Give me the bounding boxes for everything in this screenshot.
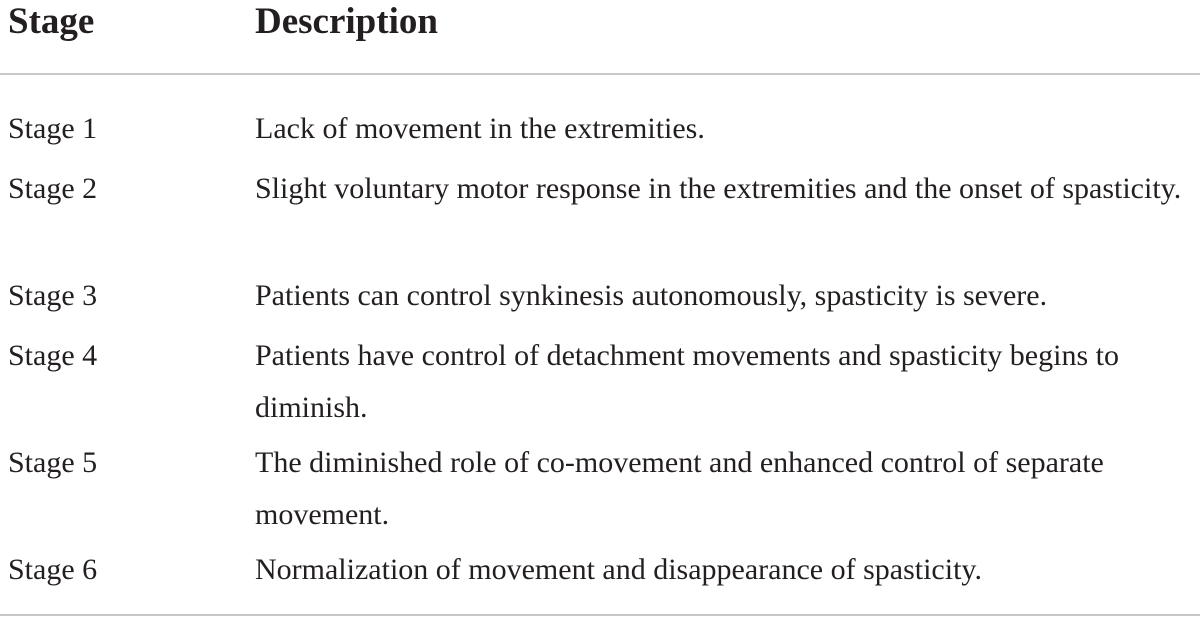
- table-header-row: [0, 0, 1200, 50]
- stage-cell: Stage 4: [8, 339, 98, 372]
- description-cell: Normalization of movement and disappearance of spasticity.: [255, 553, 982, 586]
- table-bottom-rule: [0, 614, 1200, 616]
- description-cell: Lack of movement in the extremities.: [255, 112, 705, 145]
- description-cell: Patients can control synkinesis autonomously, spasticity is severe.: [255, 279, 1048, 312]
- description-cell: Slight voluntary motor response in the extremities and the onset of spasticity.: [255, 172, 1182, 205]
- header-description: Description: [255, 1, 438, 42]
- stage-cell: Stage 5: [8, 446, 98, 479]
- stage-cell: Stage 3: [8, 279, 98, 312]
- stage-cell: Stage 2: [8, 172, 98, 205]
- header-stage: Stage: [8, 1, 95, 42]
- stage-cell: Stage 1: [8, 112, 98, 145]
- stage-cell: Stage 6: [8, 553, 98, 586]
- description-cell: Patients have control of detachment movements and spasticity begins to diminish.: [255, 339, 1119, 424]
- header-divider: [0, 73, 1200, 75]
- description-cell: The diminished role of co-movement and enhanced control of separate movement.: [255, 446, 1104, 531]
